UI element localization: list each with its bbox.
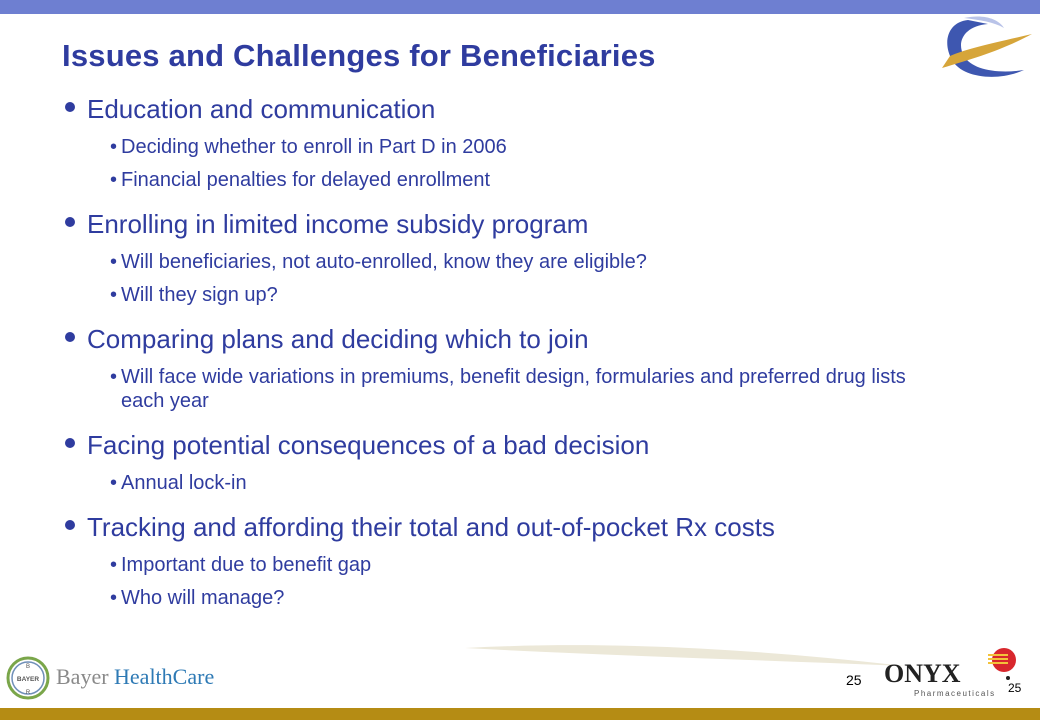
section-comparing-plans (62, 322, 962, 413)
bottom-accent-bar (0, 708, 1040, 720)
heading-bullet (62, 510, 962, 544)
page-number: 25 (846, 672, 862, 688)
heading-bullet (62, 322, 962, 356)
bullet-dot-icon (65, 102, 75, 112)
healthcare-word: HealthCare (114, 664, 215, 689)
top-accent-bar (0, 0, 1040, 14)
sub-bullet (62, 283, 962, 307)
section-consequences (62, 428, 962, 495)
bullet-dot-icon (65, 520, 75, 530)
sub-bullet-text: Will they sign up? (121, 284, 278, 306)
sub-bullet (62, 135, 962, 159)
bullet-content (62, 92, 962, 610)
bullet-marker: • (110, 366, 118, 388)
section-education (62, 92, 962, 192)
sub-bullet-text: Will face wide variations in premiums, benefit design, formularies and preferred drug lists each year (121, 366, 906, 412)
sub-bullet-text: Financial penalties for delayed enrollment (121, 169, 491, 191)
sub-bullet-text: Important due to benefit gap (121, 554, 372, 576)
sub-bullet-text: Who will manage? (121, 587, 285, 609)
sub-bullet-text: Annual lock-in (121, 472, 247, 494)
bayer-cross-horizontal: BAYER (16, 676, 40, 683)
svg-text:B: B (25, 664, 31, 670)
bullet-marker: • (110, 284, 118, 306)
page-title: Issues and Challenges for Beneficiaries (62, 38, 656, 73)
onyx-logo-icon (884, 644, 1024, 704)
heading-bullet (62, 428, 962, 462)
bullet-marker: • (110, 472, 118, 494)
bullet-dot-icon (65, 332, 75, 342)
bullet-marker: • (110, 587, 118, 609)
page-number-small: 25 (1008, 681, 1022, 695)
section-tracking-costs (62, 510, 962, 610)
section-heading: Education and communication (87, 94, 436, 124)
bayer-word: Bayer (56, 664, 109, 689)
bayer-healthcare-wordmark (56, 664, 214, 690)
section-subsidy (62, 207, 962, 307)
onyx-subtitle: Pharmaceuticals (914, 689, 996, 698)
section-heading: Comparing plans and deciding which to join (87, 324, 589, 354)
sub-bullet (62, 365, 962, 413)
onyx-word: ONYX (884, 659, 961, 688)
section-heading: Tracking and affording their total and out-of-pocket Rx costs (87, 512, 775, 542)
sub-bullet (62, 168, 962, 192)
bullet-dot-icon (65, 217, 75, 227)
sub-bullet (62, 471, 962, 495)
heading-bullet (62, 92, 962, 126)
svg-text:R: R (25, 690, 31, 696)
background-swoosh (465, 640, 905, 674)
bullet-dot-icon (65, 438, 75, 448)
bullet-marker: • (110, 251, 118, 273)
section-heading: Facing potential consequences of a bad decision (87, 430, 650, 460)
sub-bullet (62, 586, 962, 610)
e-swirl-logo-icon (928, 12, 1034, 88)
bullet-marker: • (110, 554, 118, 576)
sub-bullet-text: Deciding whether to enroll in Part D in 2006 (121, 136, 507, 158)
bayer-cross-logo-icon (6, 656, 50, 700)
bullet-marker: • (110, 169, 118, 191)
section-heading: Enrolling in limited income subsidy program (87, 209, 589, 239)
sub-bullet-text: Will beneficiaries, not auto-enrolled, know they are eligible? (121, 251, 647, 273)
bullet-marker: • (110, 136, 118, 158)
sub-bullet (62, 553, 962, 577)
heading-bullet (62, 207, 962, 241)
sub-bullet (62, 250, 962, 274)
